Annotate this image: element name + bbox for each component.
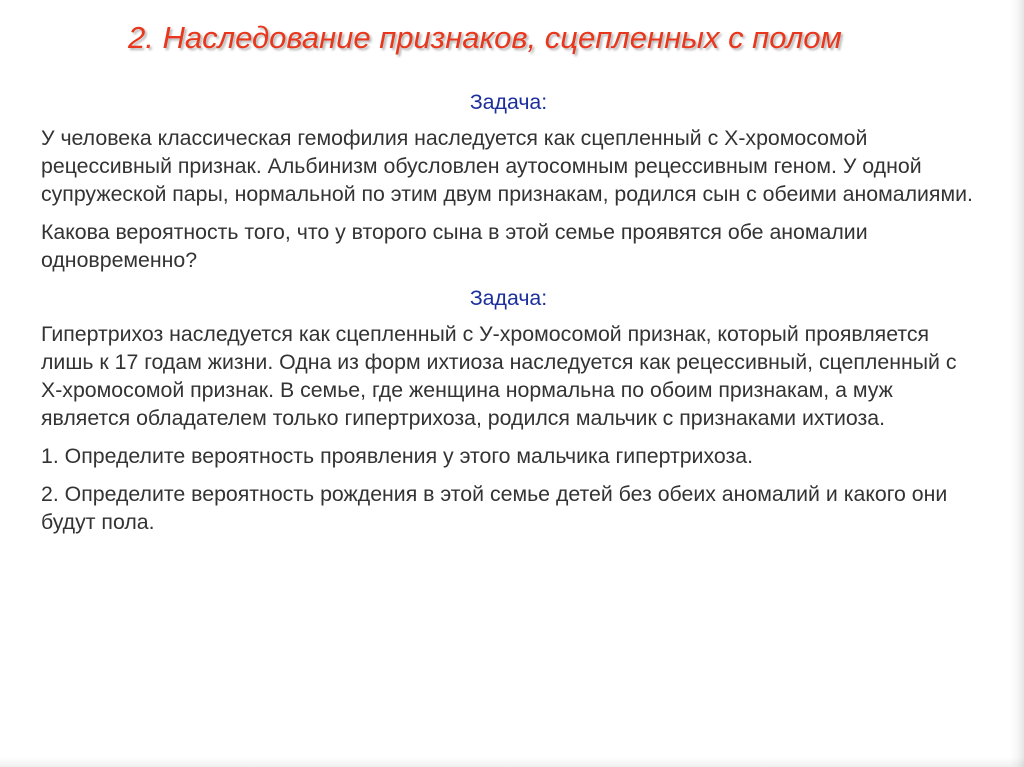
task-1-question: Какова вероятность того, что у второго сына в этой семье проявятся обе аномалии одновременно? [41, 220, 868, 272]
task-2-question-1: 1. Определите вероятность проявления у этого мальчика гипертрихоза. [41, 444, 753, 468]
task-2-label: Задача: [469, 286, 548, 310]
task-2-condition: Гипертрихоз наследуется как сцепленный с У-хромосомой признак, который проявляется лишь к 17 годам жизни. Одна из форм ихтиоза наследуется как рецессивный, сцепленный с Х-хромосомой признак. В семье, где женщина нормальна по обоим признакам, а муж является обладателем только гипертрихоза, родился мальчик с признаками ихтиоза. [41, 322, 957, 430]
slide-content [41, 88, 976, 546]
task-1-condition: У человека классическая гемофилия наследуется как сцепленный с X-хромосомой рецессивный признак. Альбинизм обусловлен аутосомным рецессивным геном. У одной супружеской пары, нормальной по этим двум признакам, родился сын с обеими аномалиями. [41, 126, 973, 206]
task-1-label: Задача: [469, 90, 548, 114]
slide-title: 2. Наследование признаков, сцепленных с полом [128, 20, 842, 55]
task-2-question-2: 2. Определите вероятность рождения в этой семье детей без обеих аномалий и какого они будут пола. [41, 482, 948, 534]
slide-shadow-right [1010, 0, 1024, 767]
slide-shadow-bottom [0, 757, 1024, 767]
